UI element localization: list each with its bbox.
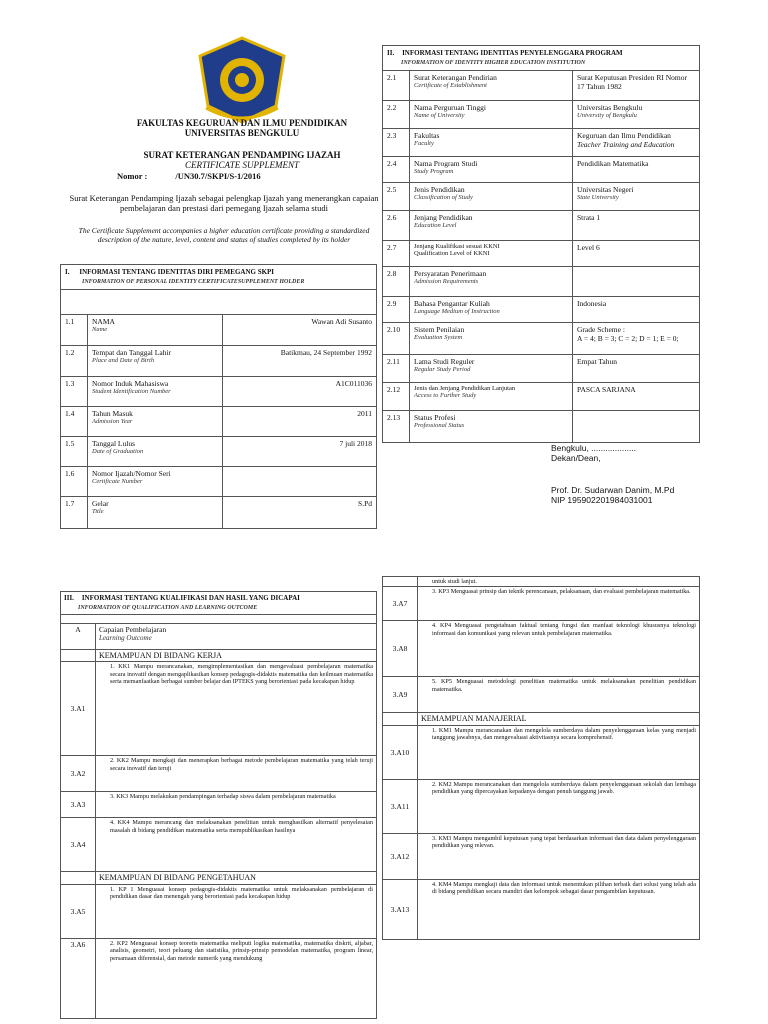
group-heading: KEMAMPUAN MANAJERIAL — [418, 713, 700, 726]
table-row — [383, 128, 700, 156]
row-label: Gelar — [92, 498, 109, 508]
row-text: 3. KM3 Mampu mengambil keputusan yang tepat berdasarkan informasi dan data dalam penyelenggaraan pendidikan yang relevan. — [418, 834, 700, 880]
row-no: 2.3 — [383, 128, 410, 156]
row-text: 1. KK1 Mampu merancanakan, mengimplementasikan dan mengevaluasi pembelajaran matematika secara inovatif dengan mengaplikasikan konsep pedagogis-didaktis matematika dan keilmuan matematika serta memanfaatkan berbagai sumber belajar dan IPTEKS yang berorientasi pada kecakapan hidup — [96, 662, 377, 756]
table-row — [383, 621, 700, 677]
row-value-en: A = 4; B = 3; C = 2; D = 1; E = 0; — [577, 333, 679, 343]
row-no: 3.A10 — [383, 726, 418, 780]
row-label-en: Education Level — [414, 221, 457, 229]
row-no: 2.1 — [383, 70, 410, 100]
row-no: 3.A8 — [383, 621, 418, 677]
table-row — [383, 266, 700, 296]
table-row — [61, 466, 377, 496]
row-value: Universitas Bengkulu — [577, 102, 643, 112]
row-value: Keguruan dan Ilmu Pendidikan — [577, 130, 671, 140]
identity-table — [60, 264, 377, 529]
section3-title-en: INFORMATION OF QUALIFICATION AND LEARNING OUTCOME — [78, 605, 258, 612]
row-label-en: Place and Date of Birth — [92, 356, 155, 364]
row-label-en: Name of University — [414, 111, 465, 119]
section2-title-en: INFORMATION OF IDENTITY HIGHER EDUCATION INSTITUTION — [401, 60, 586, 67]
row-no: 1.6 — [61, 466, 88, 496]
row-value: S.Pd — [223, 496, 377, 528]
row-value: Grade Scheme : — [577, 324, 625, 334]
row-no: 3.A12 — [383, 834, 418, 880]
intro-id: Surat Keterangan Pendamping Ijazah sebagai pelengkap Ijazah yang menerangkan capaian pembelajaran dan prestasi dari pemegang Ijazah selama studi — [69, 193, 379, 214]
group-heading: KEMAMPUAN DI BIDANG PENGETAHUAN — [96, 872, 377, 885]
row-label-en: Professional Status — [414, 421, 465, 429]
table-row — [383, 834, 700, 880]
table-row — [383, 354, 700, 382]
sign-name: Prof. Dr. Sudarwan Danim, M.Pd — [551, 485, 675, 495]
table-row — [61, 314, 377, 345]
row-text: 4. KM4 Mampu mengkaji data dan informasi untuk menentukan pilihan terbaik dari solusi yang telah ada di bidang pendidikan secara mandiri dan kelompok sebagai dasar pengambilan keputusan. — [418, 880, 700, 940]
row-text: 4. KK4 Mampu merancang dan melaksanakan penelitian untuk menghasilkan alternatif penyelesaian masalah di bidang pendidikan matematika serta mempublikasikan hasilnya — [96, 818, 377, 872]
row-label-en: Title — [92, 507, 104, 515]
row-text: 2. KM2 Mampu merancanakan dan mengelola sumberdaya dalam penyelenggaraan sekolah dan lembaga pendidikan yang dipercayakan kepadanya dengan penuh tanggung jawab. — [418, 780, 700, 834]
doc-title: SURAT KETERANGAN PENDAMPING IJAZAH — [143, 150, 341, 160]
row-label-en: Certificate of Establishment — [414, 81, 487, 89]
row-label-en: Regular Study Period — [414, 365, 471, 373]
row-value-en: University of Bengkulu — [577, 111, 637, 119]
section1-no: I. — [65, 268, 70, 276]
section3-no: III. — [64, 594, 74, 602]
row-label-en: Qualification Level of KKNI — [414, 250, 490, 258]
row-no: 3.A13 — [383, 880, 418, 940]
table-row — [61, 345, 377, 376]
table-row — [383, 677, 700, 713]
row-label: Jenis dan Jenjang Pendidikan Lanjutan — [414, 384, 516, 392]
section3-title: INFORMASI TENTANG KUALIFIKASI DAN HASIL YANG DICAPAI — [81, 594, 300, 602]
table-row — [383, 322, 700, 354]
row-text: 3. KK3 Mampu melakukan pendampingan terhadap siswa dalam pembelajaran matematika — [96, 792, 377, 818]
row-text: 2. KK2 Mampu mengkaji dan menerapkan berbagai metode pembelajaran matematika yang telah teruji secara inovatif dan teruji — [96, 756, 377, 792]
row-label-en: Access to Further Study — [414, 392, 477, 400]
row-value: 7 juli 2018 — [223, 436, 377, 466]
top-fragment: untuk studi lanjut. — [418, 577, 700, 587]
qualification-table-right — [382, 576, 700, 940]
row-label: Nomor Ijazah/Nomor Seri — [92, 468, 171, 478]
row-no: 1.7 — [61, 496, 88, 528]
section-a-letter: A — [61, 623, 96, 649]
row-no: 3.A4 — [61, 818, 96, 872]
row-label: Surat Keterangan Pendirian — [414, 72, 497, 82]
row-value: Pendidikan Matematika — [577, 158, 649, 168]
university-name: UNIVERSITAS BENGKULU — [184, 128, 300, 139]
row-label-en: Certificate Number — [92, 477, 143, 485]
row-no: 2.13 — [383, 410, 410, 442]
row-no: 2.12 — [383, 382, 410, 410]
row-value: Empat Tahun — [577, 356, 617, 366]
row-no: 2.6 — [383, 210, 410, 240]
table-row — [61, 884, 377, 938]
row-label: Persyaratan Penerimaan — [414, 268, 487, 278]
row-no: 1.3 — [61, 376, 88, 406]
row-no: 2.7 — [383, 240, 410, 266]
row-label-en: Name — [92, 325, 108, 333]
row-label-en: Date of Graduation — [92, 447, 144, 455]
row-no: 1.2 — [61, 345, 88, 376]
row-label-en: Evaluation System — [414, 333, 463, 341]
section-a-label: Capaian Pembelajaran — [99, 624, 167, 634]
row-label-en: Admission Year — [92, 417, 133, 425]
row-no: 2.8 — [383, 266, 410, 296]
row-value: Wawan Adi Susanto — [223, 314, 377, 345]
row-value-en: Teacher Training and Education — [577, 139, 675, 149]
table-row — [383, 182, 700, 210]
table-row — [61, 436, 377, 466]
table-row — [383, 296, 700, 322]
table-row — [61, 376, 377, 406]
section2-no: II. — [387, 49, 395, 57]
row-label: Nomor Induk Mahasiswa — [92, 378, 169, 388]
row-value: Batikmau, 24 September 1992 — [223, 345, 377, 376]
row-label: Bahasa Pengantar Kuliah — [414, 298, 490, 308]
row-value: 2011 — [223, 406, 377, 436]
table-row — [61, 406, 377, 436]
row-no: 3.A1 — [61, 662, 96, 756]
table-row — [383, 587, 700, 621]
row-label: Sistem Penilaian — [414, 324, 465, 334]
qualification-table-left — [60, 591, 377, 1019]
nomor-label: Nomor : — [117, 171, 148, 181]
row-no: 3.A6 — [61, 938, 96, 1018]
row-label-en: Admission Requirements — [414, 277, 479, 285]
table-row — [383, 240, 700, 266]
row-no: 1.4 — [61, 406, 88, 436]
table-row — [61, 756, 377, 792]
row-label-en: Language Medium of Instruction — [414, 307, 500, 315]
table-row — [383, 382, 700, 410]
row-value: Universitas Negeri — [577, 184, 634, 194]
row-no: 2.5 — [383, 182, 410, 210]
row-label: Jenjang Pendidikan — [414, 212, 473, 222]
row-no: 2.2 — [383, 100, 410, 128]
row-value — [223, 466, 377, 496]
row-no: 3.A5 — [61, 884, 96, 938]
table-row — [383, 156, 700, 182]
table-row — [383, 726, 700, 780]
intro-en: The Certificate Supplement accompanies a higher education certificate providing a standardized description of the nature, level, content and status of studies completed by its holder — [78, 226, 370, 245]
row-label-en: Classification of Study — [414, 193, 473, 201]
row-text: 4. KP4 Menguasai pengetahuan faktual tentang fungsi dan manfaat teknologi khususnya teknologi informasi dan komunikasi yang relevan untuk pembelajaran matematika. — [418, 621, 700, 677]
table-row — [383, 880, 700, 940]
sign-place: Bengkulu, ................... — [551, 443, 637, 453]
row-no: 3.A9 — [383, 677, 418, 713]
table-row — [383, 70, 700, 100]
sign-nip: NIP 195902201984031001 — [551, 495, 653, 506]
group-heading: KEMAMPUAN DI BIDANG KERJA — [96, 649, 377, 662]
row-no: 3.A7 — [383, 587, 418, 621]
row-value: A1C011036 — [223, 376, 377, 406]
row-label: Tempat dan Tanggal Lahir — [92, 347, 171, 357]
row-value: Indonesia — [577, 298, 607, 308]
row-label: Nama Perguruan Tinggi — [414, 102, 486, 112]
row-value: Strata 1 — [577, 212, 601, 222]
row-text: 5. KP5 Menguasai metodologi penelitian matematika untuk melaksanakan penelitian pendidikan matematika. — [418, 677, 700, 713]
section-a-label-en: Learning Outcome — [99, 633, 152, 642]
row-value: PASCA SARJANA — [577, 384, 636, 394]
table-row — [383, 780, 700, 834]
table-row — [383, 410, 700, 442]
sign-role: Dekan/Dean, — [551, 453, 601, 464]
institution-table — [382, 45, 700, 443]
section1-title-en: INFORMATION OF PERSONAL IDENTITY CERTIFICATESUPPLEMENT HOLDER — [82, 279, 305, 286]
table-row — [61, 662, 377, 756]
row-value: Surat Keputusan Presiden RI Nomor 17 Tahun 1982 — [577, 72, 687, 91]
row-label-en: Study Program — [414, 167, 454, 175]
row-text: 1. KP 1 Menguasai konsep pedagogis-didaktis matematika untuk melaksanakan pembelajaran di pendidikan dasar dan menengah yang berorientasi pada kecakapan hidup — [96, 884, 377, 938]
table-row — [383, 100, 700, 128]
row-label: Tanggal Lulus — [92, 438, 136, 448]
table-row — [61, 792, 377, 818]
row-value-en: State University — [577, 193, 619, 201]
nomor-value: /UN30.7/SKPI/S-1/2016 — [175, 171, 261, 181]
row-label: Nama Program Studi — [414, 158, 478, 168]
university-logo — [196, 36, 288, 124]
table-row — [383, 210, 700, 240]
row-no: 2.11 — [383, 354, 410, 382]
row-label: Fakultas — [414, 130, 440, 140]
row-no: 3.A11 — [383, 780, 418, 834]
section2-title: INFORMASI TENTANG IDENTITAS PENYELENGGARA PROGRAM — [402, 49, 623, 57]
section1-title: INFORMASI TENTANG IDENTITAS DIRI PEMEGANG SKPI — [79, 268, 275, 276]
row-no: 2.9 — [383, 296, 410, 322]
row-no: 2.4 — [383, 156, 410, 182]
row-text: 1. KM1 Mampu merancanakan dan mengelola sumberdaya dalam penyelenggaraan kelas yang menjadi tanggung jawabnya, dan mengevaluasi aktivitasnya secara komprehensif. — [418, 726, 700, 780]
faculty-name: FAKULTAS KEGURUAN DAN ILMU PENDIDIKAN — [136, 118, 348, 128]
row-label: Jenjang Kualifikasi sesuai KKNI — [414, 242, 500, 250]
table-row — [61, 818, 377, 872]
doc-subtitle: CERTIFICATE SUPPLEMENT — [185, 160, 299, 171]
table-row — [61, 496, 377, 528]
row-text: 2. KP2 Menguasai konsep teoretis matematika meliputi logika matematika, matematika diskrit, aljabar, analisis, geometri, teori peluang dan statistika, prinsip-prinsip pemodelan matematika, program linear, persamaan diferensial, dan metode numerik yang mendukung — [96, 938, 377, 1018]
row-no: 3.A3 — [61, 792, 96, 818]
row-no: 2.10 — [383, 322, 410, 354]
row-label: Status Profesi — [414, 412, 456, 422]
row-label-en: Student Identification Number — [92, 387, 171, 395]
row-value: Level 6 — [577, 242, 600, 252]
row-label-en: Faculty — [414, 139, 434, 147]
table-row — [61, 938, 377, 1018]
row-label: NAMA — [92, 316, 115, 326]
row-no: 1.5 — [61, 436, 88, 466]
row-no: 1.1 — [61, 314, 88, 345]
row-text: 3. KP3 Menguasai prinsip dan teknik perencanaan, pelaksanaan, dan evaluasi pembelajaran matematika. — [418, 587, 700, 621]
row-no: 3.A2 — [61, 756, 96, 792]
row-label: Jenis Pendidikan — [414, 184, 465, 194]
row-label: Lama Studi Reguler — [414, 356, 475, 366]
row-label: Tahun Masuk — [92, 408, 133, 418]
